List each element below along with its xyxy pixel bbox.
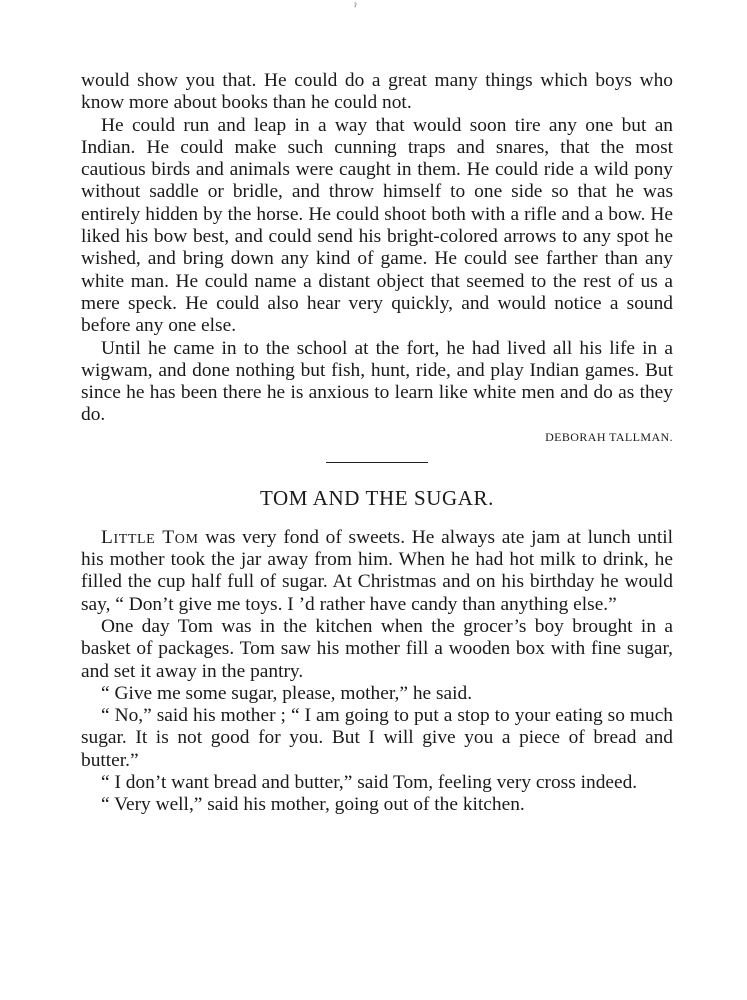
article-paragraph-2: He could run and leap in a way that would soon tire any one but an Indian. He could make such cunning traps and snares, that the most cautious birds and animals were caught in them. He could ride a wild pony without saddle or bridle, and throw himself to one side so that he was entirely hidden by the horse. He could shoot both with a rifle and a bow. He liked his bow best, and could send his bright-colored arrows to any spot he wished, and bring down any kind of game. He could see farther than any white man. He could name a distant object that seemed to the rest of us a mere speck. He could also hear very quickly, and would notice a sound before any one else.: [81, 114, 673, 337]
page-mark: ˀ: [354, 2, 357, 13]
page-body: [81, 70, 673, 817]
story-paragraph-1-text: was very fond of sweets. He always ate jam at lunch until his mother took the jar away from him. When he had hot milk to drink, he filled the cup half full of sugar. At Christmas and on his birthday he would say, “ Don’t give me toys. I ’d rather have candy than anything else.”: [81, 526, 673, 615]
story-paragraph-5: “ I don’t want bread and butter,” said Tom, feeling very cross indeed.: [101, 772, 638, 794]
author-signature: DEBORAH TALLMAN.: [545, 429, 673, 444]
story-opening-words: Little Tom: [101, 526, 199, 548]
story-paragraph-2: One day Tom was in the kitchen when the grocer’s boy brought in a basket of packages. Tom saw his mother fill a wooden box with fine sugar, and set it away in the pantry.: [81, 615, 673, 682]
story-paragraph-3: “ Give me some sugar, please, mother,” he said.: [101, 682, 473, 704]
story-paragraph-4: “ No,” said his mother ; “ I am going to put a stop to your eating so much sugar. It is not good for you. But I will give you a piece of bread and butter.”: [81, 705, 673, 771]
article-paragraph-1: would show you that. He could do a great many things which boys who know more about books than he could not.: [81, 70, 673, 114]
story-tom-and-the-sugar: [81, 485, 673, 817]
story-title: TOM AND THE SUGAR.: [259, 485, 495, 510]
article-indian-boy: [81, 70, 673, 446]
story-paragraph-6: “ Very well,” said his mother, going out of the kitchen.: [101, 794, 525, 816]
story-paragraph-1: [81, 527, 673, 616]
section-divider: [326, 462, 428, 463]
article-paragraph-3: Until he came in to the school at the fort, he had lived all his life in a wigwam, and done nothing but fish, hunt, ride, and play Indian games. But since he has been there he is anxious to learn like white men and do as they do.: [81, 337, 673, 426]
